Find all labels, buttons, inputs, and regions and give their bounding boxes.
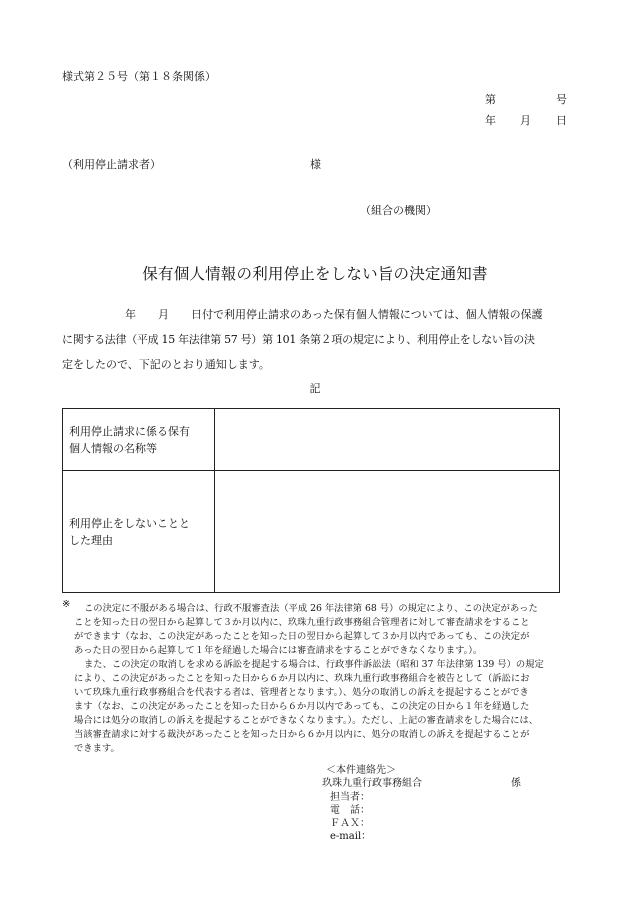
contact-phone: 電 話： (330, 805, 370, 816)
row-label-reason-line1: 利用停止をしないことと (69, 516, 190, 530)
table-row-info-name (63, 409, 560, 471)
requester-label: （利用停止請求者） (62, 158, 161, 171)
ki-heading: 記 (309, 382, 321, 395)
contact-person: 担当者： (330, 792, 370, 803)
row-value-reason (215, 471, 560, 593)
document-number-dai: 第 (485, 93, 496, 106)
requester-honorific: 様 (310, 158, 321, 171)
note-line-8: ます（なお、この決定があったことを知った日から６か月以内であっても、この決定の日から１年を経過した (74, 701, 530, 712)
note-line-11: できます。 (74, 743, 120, 754)
table-row-reason (63, 471, 560, 593)
body-year: 年 (125, 308, 136, 321)
row-label-info-name-line1: 利用停止請求に係る保有 (69, 424, 190, 438)
contact-kakari: 係 (511, 778, 521, 789)
form-number-label: 様式第２５号（第１８条関係） (62, 70, 216, 83)
body-line1: 日付で利用停止請求のあった保有個人情報については、個人情報の保護 (191, 308, 543, 321)
row-label-info-name-line2: 個人情報の名称等 (69, 441, 157, 455)
date-year: 年 (485, 114, 496, 127)
row-value-info-name (215, 409, 560, 471)
note-line-7: いて玖珠九重行政事務組合を代表する者は、管理者となります。）、処分の取消しの訴えを提起することができ (74, 687, 529, 698)
record-table (62, 408, 560, 593)
document-title: 保有個人情報の利用停止をしない旨の決定通知書 (142, 265, 488, 283)
note-line-5: また、この決定の取消しを求める訴訟を提起する場合は、行政事件訴訟法（昭和 37 年法律第 139 号）の規定 (84, 659, 544, 670)
contact-email: e-mail： (330, 831, 372, 842)
body-line3: 定をしたので、下記のとおり通知します。 (62, 358, 270, 371)
row-label-info-name (63, 409, 215, 471)
note-line-2: ことを知った日の翌日から起算して３か月以内に、玖珠九重行政事務組合管理者に対して審査請求をすること (74, 617, 530, 628)
contact-heading: ＜本件連絡先＞ (326, 765, 396, 776)
note-line-3: ができます（なお、この決定があったことを知った日の翌日から起算して３か月以内であっても、この決定が (74, 631, 530, 642)
body-line2: に関する法律（平成 15 年法律第 57 号）第 101 条第２項の規定により、利用停止をしない旨の決 (62, 333, 535, 346)
agency-label: （組合の機関） (360, 204, 437, 217)
note-mark: ※ (62, 599, 71, 610)
document-number-go: 号 (556, 93, 567, 106)
body-month: 月 (158, 308, 169, 321)
contact-org: 玖珠九重行政事務組合 (322, 778, 422, 789)
date-day: 日 (556, 114, 567, 127)
row-label-reason-line2: した理由 (69, 533, 113, 547)
note-line-4: あった日の翌日から起算して１年を経過した場合には審査請求をすることができなくなります。）。 (74, 645, 483, 656)
contact-fax: ＦＡＸ： (330, 818, 370, 829)
note-line-1: この決定に不服がある場合は、行政不服審査法（平成 26 年法律第 68 号）の規定により、この決定があった (84, 603, 538, 614)
note-line-9: 場合には処分の取消しの訴えを提起することができなくなります。）。ただし、上記の審査請求をした場合には、 (74, 715, 539, 726)
note-line-6: により、この決定があったことを知った日から６か月以内に、玖珠九重行政事務組合を被告として（訴訟にお (74, 673, 530, 684)
date-month: 月 (520, 114, 531, 127)
row-label-reason (63, 471, 215, 593)
note-line-10: 当該審査請求に対する裁決があったことを知った日から６か月以内に、処分の取消しの訴えを提起することが (74, 729, 530, 740)
